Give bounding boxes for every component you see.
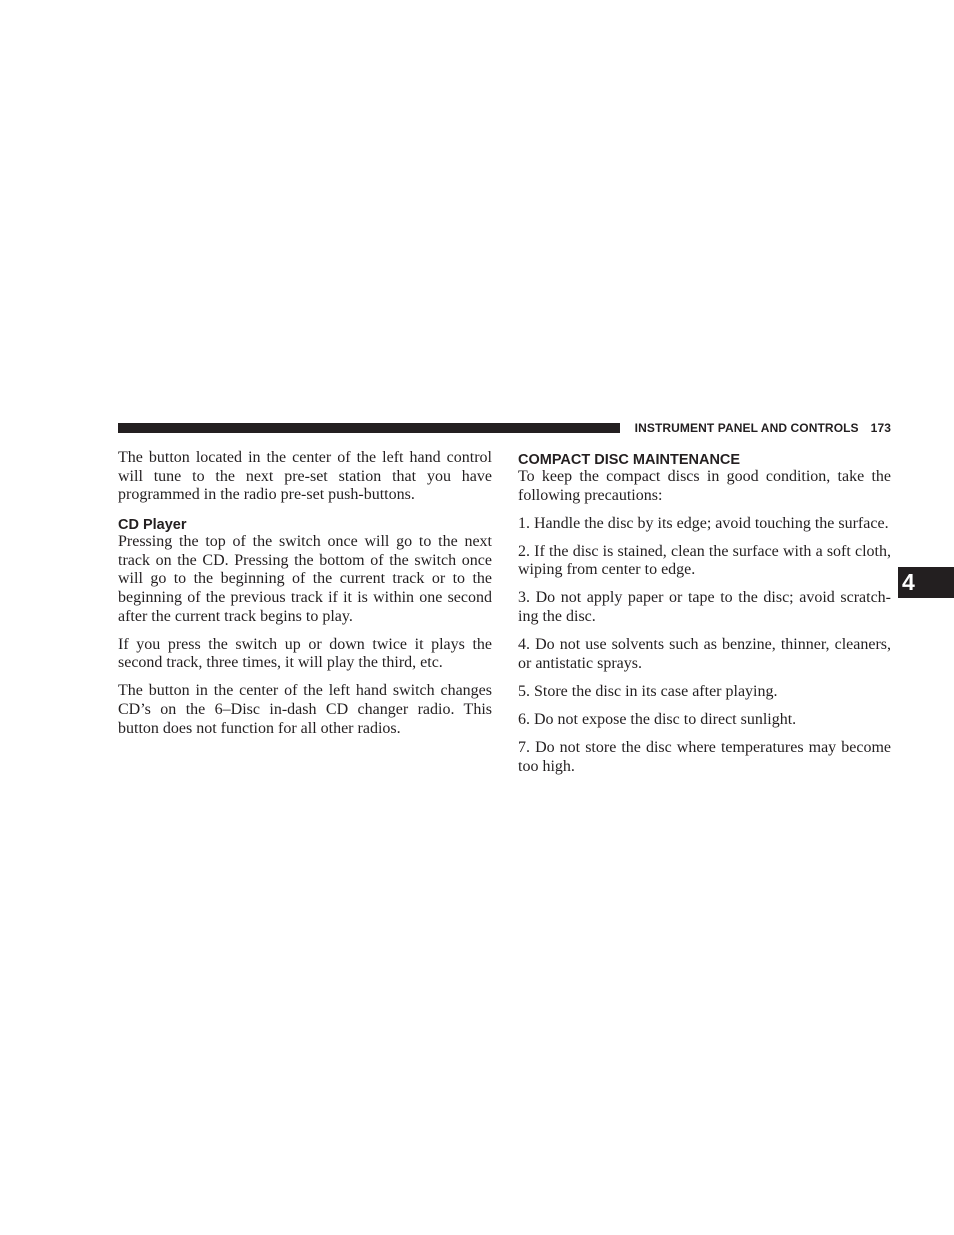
precaution-item-3: 3. Do not apply paper or tape to the disc; avoid scratch-ing the disc.	[518, 589, 891, 626]
chapter-number: 4	[902, 569, 915, 595]
section-title: INSTRUMENT PANEL AND CONTROLS	[634, 421, 859, 435]
maintenance-intro: To keep the compact discs in good condition, take the following precautions:	[518, 468, 891, 504]
precaution-item-1: 1. Handle the disc by its edge; avoid touching the surface.	[518, 514, 889, 532]
header-rule	[118, 423, 620, 433]
precaution-item-7: 7. Do not store the disc where temperatures may become too high.	[518, 739, 891, 775]
cd-player-paragraph-2: If you press the switch up or down twice it plays the second track, three times, it will play the third, etc.	[118, 635, 492, 672]
precaution-item-6: 6. Do not expose the disc to direct sunlight.	[518, 710, 797, 728]
cd-player-paragraph-1: Pressing the top of the switch once will go to the next track on the CD. Pressing the bottom of the switch once will go to the beginning of the current track or to the beginning of the previous track if it is within one second after the current track begins to play.	[118, 533, 492, 625]
intro-paragraph: The button located in the center of the left hand control will tune to the next pre-set station that you have programmed in the radio pre-set push-buttons.	[118, 449, 492, 504]
page-number: 173	[870, 421, 891, 435]
maintenance-heading: COMPACT DISC MAINTENANCE	[518, 452, 741, 468]
precaution-item-5: 5. Store the disc in its case after playing.	[518, 682, 778, 700]
running-header	[627, 420, 891, 436]
left-column	[118, 449, 492, 748]
precaution-item-2: 2. If the disc is stained, clean the surface with a soft cloth, wiping from center to edge.	[518, 542, 891, 579]
cd-player-heading: CD Player	[118, 517, 187, 534]
precaution-item-4: 4. Do not use solvents such as benzine, thinner, cleaners, or antistatic sprays.	[518, 636, 891, 672]
chapter-tab	[898, 567, 954, 598]
right-column	[518, 449, 891, 786]
cd-player-paragraph-3: The button in the center of the left hand switch changes CD’s on the 6–Disc in-dash CD changer radio. This button does not function for all other radios.	[118, 682, 492, 737]
